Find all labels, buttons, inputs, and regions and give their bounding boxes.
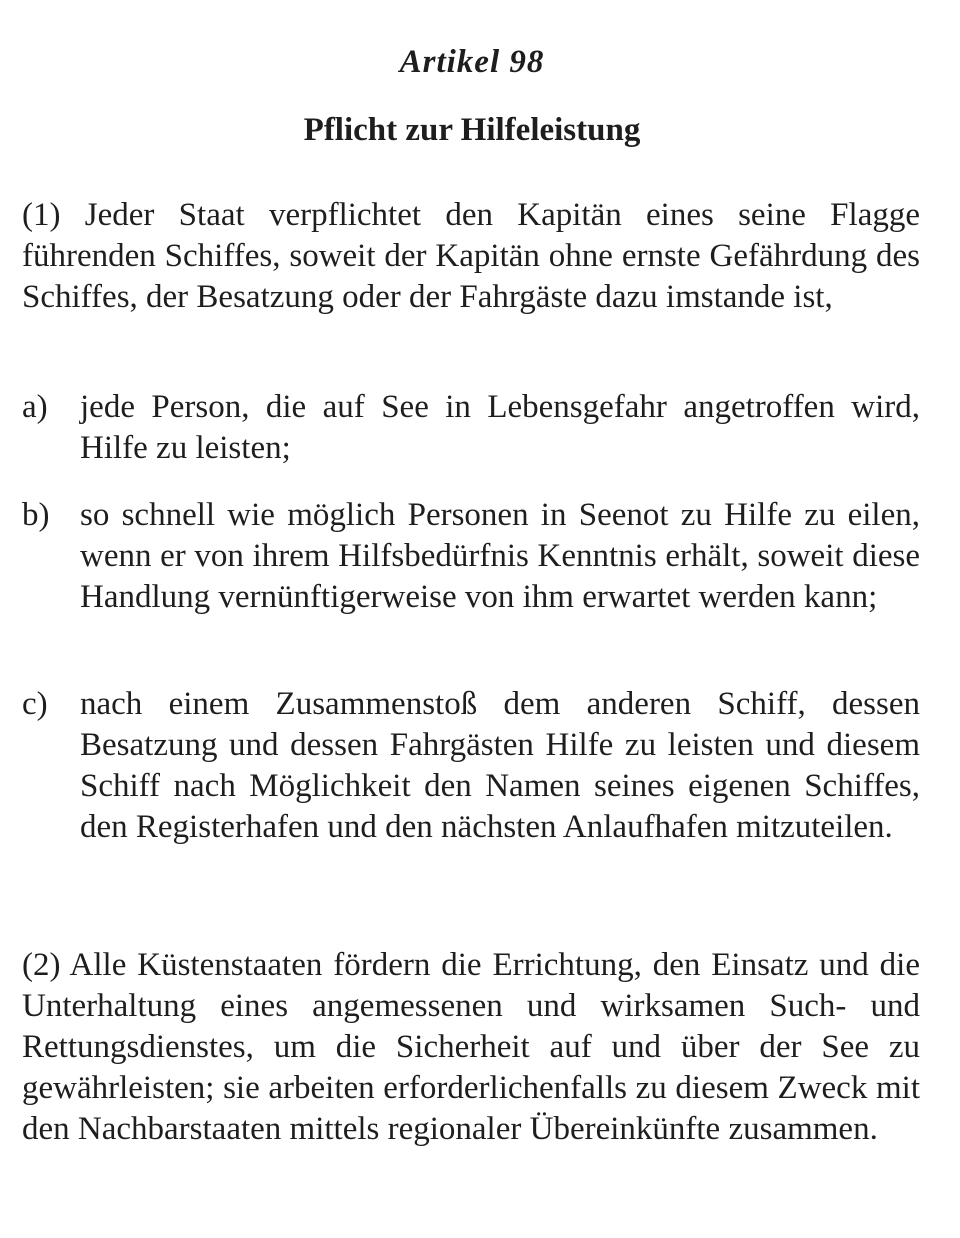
paragraph-2: (2) Alle Küstenstaaten fördern die Errichtung, den Einsatz und die Unterhaltung eines angemessenen und wirksamen Such- und Rettungsdienstes, um die Sicherheit auf und über der See zu gewährleisten; sie arbeiten erforderlichenfalls zu diesem Zweck mit den Nachbarstaaten mittels regionaler Übereinkünfte zusammen. xyxy=(22,947,920,1147)
list-marker-b: b) xyxy=(22,497,50,533)
list-text-a: jede Person, die auf See in Lebensgefahr angetroffen wird, Hilfe zu leisten; xyxy=(80,389,920,466)
article-number: Artikel 98 xyxy=(399,44,545,80)
list-item-b xyxy=(22,495,920,618)
list-item-c-container xyxy=(22,684,920,848)
paragraph-1: (1) Jeder Staat verpflichtet den Kapitän eines seine Flagge führenden Schiffes, soweit der Kapitän ohne ernste Gefährdung des Schiffes, der Besatzung oder der Fahrgäste dazu imstande ist, xyxy=(22,197,920,315)
list-item-c xyxy=(22,684,920,848)
list-text-b: so schnell wie möglich Personen in Seenot zu Hilfe zu eilen, wenn er von ihrem Hilfsbedürfnis Kenntnis erhält, soweit diese Handlung vernünftigerweise von ihm erwartet werden kann; xyxy=(80,497,920,615)
list-item-a xyxy=(22,387,920,469)
list-marker-a: a) xyxy=(22,389,48,425)
list-marker-c: c) xyxy=(22,686,48,722)
article-title: Pflicht zur Hilfeleistung xyxy=(303,112,641,148)
list-item-a-container xyxy=(22,387,920,469)
list-item-b-container xyxy=(22,495,920,618)
list-text-c: nach einem Zusammenstoß dem anderen Schiff, dessen Besatzung und dessen Fahrgästen Hilfe zu leisten und diesem Schiff nach Möglichkeit den Namen seines eigenen Schiffes, den Registerhafen und den nächsten Anlaufhafen mitzuteilen. xyxy=(80,686,920,845)
